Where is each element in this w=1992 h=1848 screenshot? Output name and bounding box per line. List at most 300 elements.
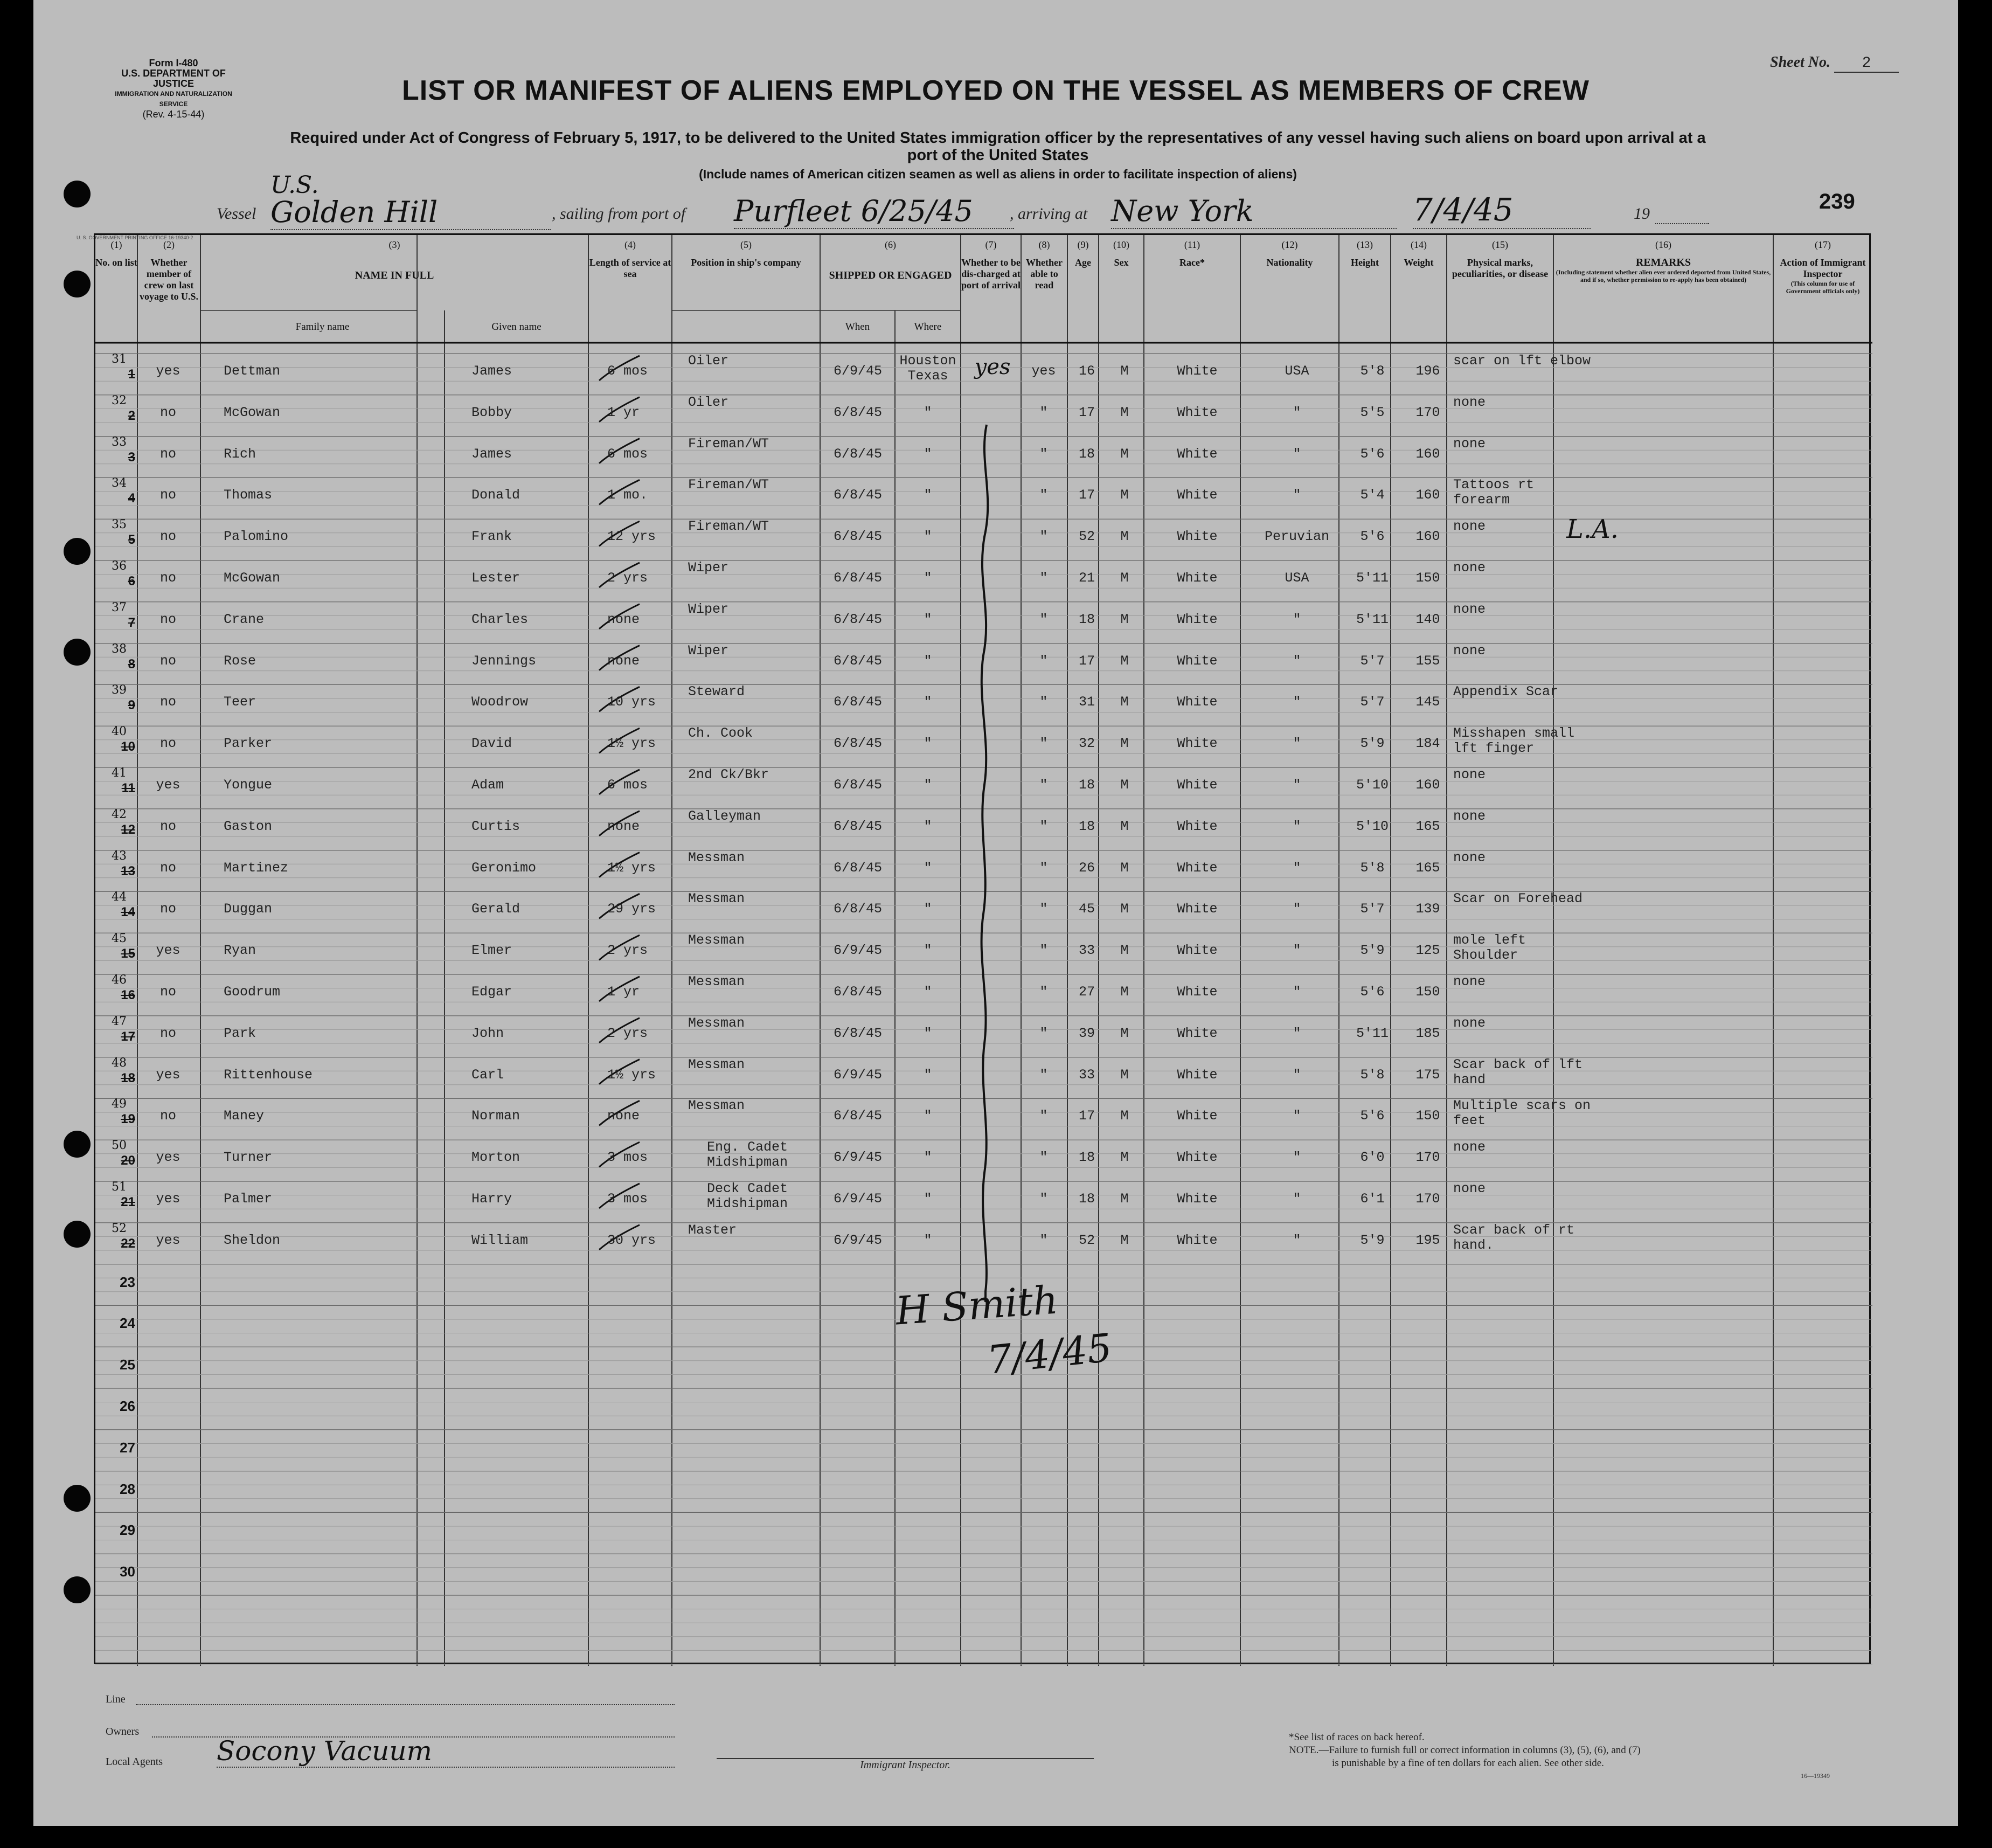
cell-age: 31 — [1078, 694, 1095, 710]
cell-when: 6/8/45 — [834, 404, 883, 420]
cell-age: 32 — [1078, 736, 1095, 752]
cell-position: Wiper — [688, 560, 729, 576]
cell-nationality: " — [1293, 860, 1301, 876]
cell-sex: M — [1120, 1232, 1129, 1248]
cell-family: Thomas — [224, 487, 273, 503]
column-number: (7) — [985, 239, 997, 250]
cell-family: McGowan — [224, 404, 281, 420]
cell-nationality: " — [1293, 1232, 1301, 1248]
cell-height: 5'9 — [1360, 1232, 1385, 1248]
cell-sex: M — [1120, 860, 1129, 876]
cell-where: " — [924, 653, 932, 669]
cell-family: Maney — [224, 1108, 265, 1124]
cell-family: Duggan — [224, 901, 273, 917]
cell-read: " — [1039, 404, 1048, 420]
cell-marks: none — [1453, 1139, 1486, 1155]
cell-nationality: " — [1293, 653, 1301, 669]
cell-where: " — [924, 570, 932, 586]
cell-age: 52 — [1078, 1232, 1095, 1248]
printed-row-number: 15 — [121, 946, 135, 961]
cell-when: 6/8/45 — [834, 570, 883, 586]
cell-nationality: USA — [1285, 570, 1309, 586]
cell-read: " — [1039, 860, 1048, 876]
revision: (Rev. 4-15-44) — [142, 109, 205, 120]
cell-race: White — [1177, 901, 1218, 917]
cell-race: White — [1177, 984, 1218, 1000]
cell-service: 1½ yrs — [607, 736, 656, 752]
cell-crew: no — [159, 984, 176, 1000]
cell-where: " — [924, 487, 932, 503]
cell-where: Houston Texas — [899, 353, 956, 384]
cell-nationality: " — [1293, 943, 1301, 959]
cell-position: Galleyman — [688, 808, 761, 824]
cell-given: Morton — [471, 1150, 520, 1166]
cell-service: none — [607, 1108, 640, 1124]
footer-code: 16—19349 — [1801, 1772, 1830, 1780]
cell-nationality: " — [1293, 487, 1301, 503]
cell-age: 18 — [1078, 777, 1095, 793]
cell-sex: M — [1120, 901, 1129, 917]
column-label: REMARKS — [1635, 257, 1691, 268]
cell-marks: none — [1453, 601, 1486, 617]
cell-given: Geronimo — [471, 860, 537, 876]
cell-given: Harry — [471, 1191, 512, 1207]
cell-family: Dettman — [224, 363, 281, 379]
cell-given: Jennings — [471, 653, 537, 669]
empty-row-number: 24 — [120, 1315, 135, 1332]
cell-position: Ch. Cook — [688, 725, 753, 742]
column-label: Weight — [1404, 257, 1434, 268]
column-number: (15) — [1492, 239, 1508, 250]
column-label: Age — [1075, 257, 1091, 268]
printed-row-number: 12 — [121, 822, 135, 837]
list-number: 39 — [112, 683, 127, 697]
empty-row-number: 26 — [120, 1398, 135, 1414]
cell-family: Palmer — [224, 1191, 273, 1207]
cell-age: 16 — [1078, 363, 1095, 379]
cell-position: Messman — [688, 891, 745, 907]
column-label: Whether member of crew on last voyage to U.S. — [140, 257, 198, 302]
cell-service: 1 yr — [607, 404, 640, 420]
vessel-prefix: U.S. — [270, 171, 319, 199]
cell-nationality: " — [1293, 1150, 1301, 1166]
column-number: (11) — [1184, 239, 1200, 250]
cell-sex: M — [1120, 943, 1129, 959]
list-number: 41 — [112, 766, 127, 780]
sheet-number: 2 — [1834, 55, 1899, 73]
form-subtitle-2: port of the United States — [907, 147, 1089, 164]
cell-service: 6 mos — [607, 777, 648, 793]
cell-where: " — [924, 404, 932, 420]
cell-position: 2nd Ck/Bkr — [688, 767, 769, 783]
vessel-label: Vessel — [217, 205, 256, 223]
punch-hole — [64, 639, 91, 666]
punch-hole — [64, 1576, 91, 1603]
cell-when: 6/8/45 — [834, 736, 883, 752]
cell-position: Messman — [688, 1056, 745, 1072]
column-number: (13) — [1357, 239, 1373, 250]
cell-crew: no — [159, 446, 176, 462]
penalty-note-2: is punishable by a fine of ten dollars for each alien. See other side. — [1332, 1757, 1604, 1769]
column-label: SHIPPED OR ENGAGED — [829, 269, 952, 281]
cell-given: Norman — [471, 1108, 520, 1124]
cell-when: 6/8/45 — [834, 1108, 883, 1124]
cell-given: James — [471, 446, 512, 462]
cell-weight: 195 — [1415, 1232, 1440, 1248]
cell-service: 6 mos — [607, 363, 648, 379]
cell-when: 6/8/45 — [834, 487, 883, 503]
cell-race: White — [1177, 446, 1218, 462]
cell-where: " — [924, 984, 932, 1000]
list-number: 49 — [112, 1097, 127, 1111]
cell-read: " — [1039, 529, 1048, 545]
cell-position: Master — [688, 1222, 737, 1238]
cell-when: 6/9/45 — [834, 1232, 883, 1248]
cell-marks: Scar back of rt hand. — [1453, 1222, 1575, 1253]
cell-weight: 160 — [1415, 777, 1440, 793]
cell-race: White — [1177, 777, 1218, 793]
cell-weight: 125 — [1415, 943, 1440, 959]
cell-race: White — [1177, 404, 1218, 420]
column-number: (16) — [1655, 239, 1671, 250]
cell-when: 6/9/45 — [834, 943, 883, 959]
cell-race: White — [1177, 529, 1218, 545]
list-number: 51 — [112, 1180, 127, 1194]
cell-where: " — [924, 1067, 932, 1083]
cell-when: 6/8/45 — [834, 529, 883, 545]
cell-sex: M — [1120, 1191, 1129, 1207]
cell-family: Turner — [224, 1150, 273, 1166]
cell-family: Parker — [224, 736, 273, 752]
cell-read: " — [1039, 1150, 1048, 1166]
cell-race: White — [1177, 1108, 1218, 1124]
list-number: 50 — [112, 1139, 127, 1153]
cell-given: Adam — [471, 777, 504, 793]
cell-when: 6/8/45 — [834, 860, 883, 876]
cell-read: " — [1039, 1232, 1048, 1248]
cell-read: " — [1039, 943, 1048, 959]
printed-row-number: 17 — [121, 1029, 135, 1044]
page-stamp: 239 — [1819, 190, 1855, 213]
cell-where: " — [924, 777, 932, 793]
cell-height: 5'6 — [1360, 984, 1385, 1000]
cell-family: Park — [224, 1025, 256, 1041]
cell-sex: M — [1120, 611, 1129, 627]
column-label: Race* — [1179, 257, 1205, 268]
cell-race: White — [1177, 611, 1218, 627]
cell-nationality: " — [1293, 777, 1301, 793]
cell-when: 6/9/45 — [834, 1191, 883, 1207]
list-number: 34 — [112, 476, 127, 490]
cell-given: Elmer — [471, 943, 512, 959]
cell-nationality: " — [1293, 1108, 1301, 1124]
cell-height: 5'11 — [1356, 1025, 1389, 1041]
punch-hole — [64, 271, 91, 297]
footer-notes — [1289, 1731, 1641, 1770]
cell-read: " — [1039, 1191, 1048, 1207]
cell-weight: 196 — [1415, 363, 1440, 379]
cell-when: 6/8/45 — [834, 446, 883, 462]
cell-family: Palomino — [224, 529, 289, 545]
races-note: *See list of races on back hereof. — [1289, 1732, 1425, 1743]
cell-race: White — [1177, 653, 1218, 669]
cell-where: " — [924, 818, 932, 834]
cell-discharged: yes — [974, 355, 1011, 379]
penalty-note: NOTE.—Failure to furnish full or correct information in columns (3), (5), (6), and (7) — [1289, 1745, 1641, 1756]
cell-family: Rich — [224, 446, 256, 462]
cell-sex: M — [1120, 570, 1129, 586]
cell-position: Messman — [688, 849, 745, 866]
cell-height: 5'8 — [1360, 1067, 1385, 1083]
cell-position: Wiper — [688, 601, 729, 617]
cell-service: 30 yrs — [607, 1232, 656, 1248]
cell-position: Oiler — [688, 353, 729, 369]
printed-row-number: 19 — [121, 1112, 135, 1127]
cell-where: " — [924, 943, 932, 959]
where-header: Where — [914, 321, 942, 333]
cell-position: Fireman/WT — [688, 477, 769, 493]
cell-sex: M — [1120, 984, 1129, 1000]
column-label: No. on list — [95, 257, 137, 268]
cell-nationality: " — [1293, 1191, 1301, 1207]
cell-sex: M — [1120, 487, 1129, 503]
list-number: 31 — [112, 352, 127, 366]
cell-given: Woodrow — [471, 694, 529, 710]
cell-service: none — [607, 818, 640, 834]
printed-row-number: 14 — [121, 905, 135, 920]
cell-marks: none — [1453, 642, 1486, 659]
cell-service: 2 yrs — [607, 943, 648, 959]
cell-sex: M — [1120, 404, 1129, 420]
cell-marks: Scar back of lft hand — [1453, 1056, 1583, 1088]
family-name-header: Family name — [295, 321, 350, 333]
cell-height: 6'1 — [1360, 1191, 1385, 1207]
list-number: 43 — [112, 849, 127, 863]
cell-height: 5'11 — [1356, 611, 1389, 627]
cell-position: Wiper — [688, 642, 729, 659]
punch-hole — [64, 1485, 91, 1512]
cell-family: Rittenhouse — [224, 1067, 313, 1083]
cell-marks: mole left Shoulder — [1453, 932, 1526, 964]
sailing-port: Purfleet 6/25/45 — [734, 194, 1014, 229]
cell-read: " — [1039, 653, 1048, 669]
cell-where: " — [924, 1232, 932, 1248]
cell-nationality: " — [1293, 404, 1301, 420]
cell-read: " — [1039, 570, 1048, 586]
empty-row-number: 25 — [120, 1356, 135, 1373]
cell-height: 5'7 — [1360, 653, 1385, 669]
cell-when: 6/9/45 — [834, 1150, 883, 1166]
cell-height: 5'11 — [1356, 570, 1389, 586]
cell-height: 5'9 — [1360, 736, 1385, 752]
line-field — [136, 1704, 675, 1705]
cell-crew: no — [159, 529, 176, 545]
cell-age: 45 — [1078, 901, 1095, 917]
list-number: 38 — [112, 642, 127, 656]
cell-height: 6'0 — [1360, 1150, 1385, 1166]
list-number: 35 — [112, 518, 127, 532]
list-number: 37 — [112, 600, 127, 614]
cell-age: 21 — [1078, 570, 1095, 586]
agents-label: Local Agents — [106, 1756, 163, 1768]
year-label: 19 — [1634, 205, 1650, 223]
cell-position: Eng. Cadet Midshipman — [706, 1139, 788, 1171]
arrival-port: New York — [1111, 194, 1397, 229]
cell-weight: 170 — [1415, 1191, 1440, 1207]
when-header: When — [845, 321, 870, 333]
cell-height: 5'7 — [1360, 901, 1385, 917]
cell-weight: 160 — [1415, 446, 1440, 462]
cell-nationality: " — [1293, 1067, 1301, 1083]
cell-nationality: " — [1293, 1025, 1301, 1041]
list-number: 40 — [112, 725, 127, 739]
cell-marks: none — [1453, 560, 1486, 576]
cell-age: 17 — [1078, 487, 1095, 503]
column-number: (5) — [740, 239, 752, 250]
printed-row-number: 6 — [128, 574, 135, 589]
empty-row-number: 29 — [120, 1522, 135, 1539]
cell-weight: 165 — [1415, 818, 1440, 834]
cell-age: 18 — [1078, 611, 1095, 627]
cell-crew: yes — [156, 363, 181, 379]
column-label: Height — [1351, 257, 1379, 268]
cell-race: White — [1177, 943, 1218, 959]
cell-service: none — [607, 611, 640, 627]
cell-when: 6/8/45 — [834, 694, 883, 710]
cell-given: Edgar — [471, 984, 512, 1000]
printed-row-number: 22 — [121, 1236, 135, 1251]
cell-read: " — [1039, 446, 1048, 462]
cell-family: Rose — [224, 653, 256, 669]
cell-service: 2 yrs — [607, 1025, 648, 1041]
cell-age: 39 — [1078, 1025, 1095, 1041]
cell-race: White — [1177, 736, 1218, 752]
cell-crew: no — [159, 860, 176, 876]
cell-age: 17 — [1078, 404, 1095, 420]
cell-marks: none — [1453, 1015, 1486, 1031]
year-line — [1655, 223, 1709, 224]
punch-hole — [64, 538, 91, 565]
list-number: 44 — [112, 890, 127, 904]
cell-height: 5'10 — [1356, 777, 1389, 793]
cell-height: 5'8 — [1360, 363, 1385, 379]
cell-position: Messman — [688, 932, 745, 949]
cell-where: " — [924, 901, 932, 917]
cell-marks: none — [1453, 849, 1486, 866]
list-number: 45 — [112, 932, 127, 946]
cell-when: 6/8/45 — [834, 984, 883, 1000]
form-number: Form I-480 — [149, 58, 198, 68]
sheet-number-label: Sheet No. — [1770, 54, 1830, 71]
cell-marks: scar on lft elbow — [1453, 353, 1591, 369]
cell-crew: yes — [156, 1150, 181, 1166]
cell-sex: M — [1120, 1067, 1129, 1083]
cell-given: Curtis — [471, 818, 520, 834]
cell-crew: yes — [156, 943, 181, 959]
cell-age: 27 — [1078, 984, 1095, 1000]
column-label: Length of service at sea — [589, 257, 671, 279]
cell-crew: no — [159, 818, 176, 834]
cell-given: Carl — [471, 1067, 504, 1083]
cell-when: 6/9/45 — [834, 1067, 883, 1083]
printed-row-number: 18 — [121, 1070, 135, 1085]
cell-family: McGowan — [224, 570, 281, 586]
cell-nationality: USA — [1285, 363, 1309, 379]
printed-row-number: 11 — [121, 781, 135, 795]
printed-row-number: 16 — [121, 988, 135, 1002]
cell-service: 1 mo. — [607, 487, 648, 503]
cell-weight: 145 — [1415, 694, 1440, 710]
cell-position: Fireman/WT — [688, 435, 769, 452]
cell-family: Yongue — [224, 777, 273, 793]
cell-service: 12 yrs — [607, 529, 656, 545]
cell-race: White — [1177, 818, 1218, 834]
printed-row-number: 9 — [128, 698, 135, 713]
cell-marks: Misshapen small lft finger — [1453, 725, 1575, 757]
cell-sex: M — [1120, 446, 1129, 462]
punch-hole — [64, 181, 91, 207]
cell-sex: M — [1120, 818, 1129, 834]
cell-sex: M — [1120, 694, 1129, 710]
owners-label: Owners — [106, 1726, 140, 1738]
cell-nationality: Peruvian — [1264, 529, 1330, 545]
cell-read: " — [1039, 1108, 1048, 1124]
column-number: (2) — [163, 239, 175, 250]
cell-weight: 150 — [1415, 570, 1440, 586]
cell-family: Martinez — [224, 860, 289, 876]
cell-height: 5'9 — [1360, 943, 1385, 959]
cell-position: Oiler — [688, 394, 729, 410]
column-number: (17) — [1815, 239, 1831, 250]
cell-nationality: " — [1293, 694, 1301, 710]
cell-marks: none — [1453, 1181, 1486, 1196]
column-note: (This column for use of Government officials only) — [1786, 280, 1860, 295]
empty-row-number: 30 — [120, 1563, 135, 1580]
cell-given: Lester — [471, 570, 520, 586]
cell-weight: 160 — [1415, 487, 1440, 503]
list-number: 48 — [112, 1056, 127, 1070]
cell-crew: no — [159, 694, 176, 710]
cell-weight: 165 — [1415, 860, 1440, 876]
cell-marks: none — [1453, 394, 1486, 410]
cell-crew: no — [159, 404, 176, 420]
cell-read: " — [1039, 1067, 1048, 1083]
cell-where: " — [924, 1150, 932, 1166]
cell-given: Bobby — [471, 404, 512, 420]
empty-row-number: 28 — [120, 1480, 135, 1497]
cell-height: 5'5 — [1360, 404, 1385, 420]
cell-height: 5'6 — [1360, 1108, 1385, 1124]
cell-service: 3 mos — [607, 1150, 648, 1166]
column-number: (10) — [1113, 239, 1129, 250]
cell-service: 1½ yrs — [607, 860, 656, 876]
cell-sex: M — [1120, 1150, 1129, 1166]
cell-where: " — [924, 1108, 932, 1124]
cell-marks: none — [1453, 974, 1486, 989]
manifest-sheet — [33, 0, 1958, 1826]
inspector-signature: H Smith — [894, 1277, 1060, 1334]
column-number: (9) — [1077, 239, 1089, 250]
cell-read: " — [1039, 736, 1048, 752]
column-number: (4) — [624, 239, 636, 250]
list-number: 47 — [112, 1014, 127, 1028]
cell-age: 17 — [1078, 653, 1095, 669]
cell-when: 6/8/45 — [834, 1025, 883, 1041]
cell-family: Teer — [224, 694, 256, 710]
punch-hole — [64, 1221, 91, 1248]
cell-sex: M — [1120, 1108, 1129, 1124]
cell-position: Steward — [688, 684, 745, 700]
